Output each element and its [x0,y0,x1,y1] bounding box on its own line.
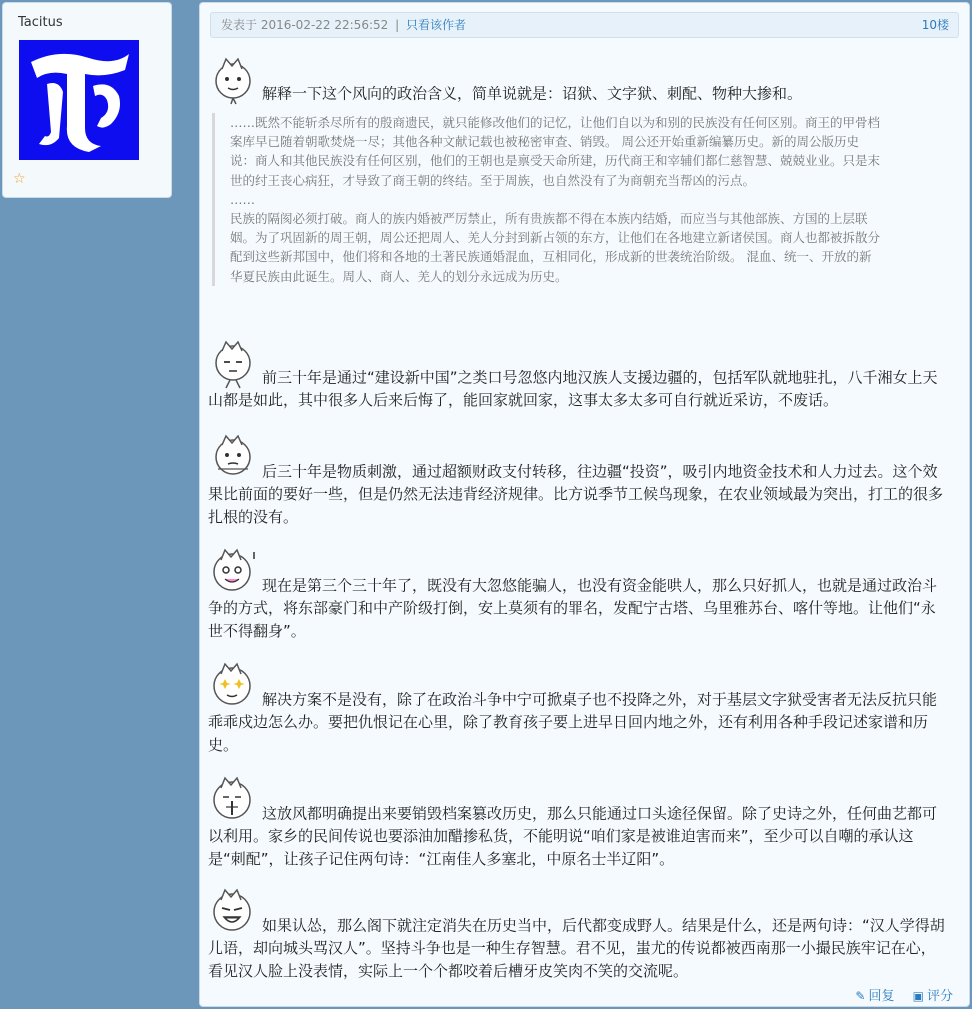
quote-line: 案库早已随着朝歌焚烧一尽；其他各种文献记载也被秘密审查、销毁。 周公还开始重新编纂历史。新的周公版历史 [230,134,859,150]
post-actions [841,985,953,1004]
post-paragraph [208,547,950,642]
quote-line: ……既然不能斩杀尽所有的殷商遗民，就只能修改他们的记忆，让他们自以为和别的民族没有任何区别。商王的甲骨档 [230,115,881,130]
paragraph-text: 解决方案不是没有，除了在政治斗争中宁可掀桌子也不投降之外，对于基层文字狱受害者无法反抗只能乖乖戍边怎么办。要把仇恨记在心里，除了教育孩子要上进早日回内地之外，还有利用各种手段记述家谱和历史。 [208,690,938,754]
reply-button[interactable] [855,989,894,1004]
intro-text: 解释一下这个风向的政治含义，简单说就是：诏狱、文字狱、刺配、物种大掺和。 [262,84,803,103]
paragraph-text: 这放风都明确提出来要销毁档案篡改历史，那么只能通过口头途径保留。除了史诗之外，任何曲艺都可以利用。家乡的民间传说也要添油加醋掺私货，不能明说“咱们家是被谁迫害而来”，至少可以自嘲的承认这是“刺配”，让孩子记住两句诗：“江南佳人多塞北，中原名士半辽阳”。 [208,804,938,868]
only-author-link[interactable]: 只看该作者 [405,18,466,32]
quote-line: 姻。为了巩固新的周王朝，周公还把周人、羌人分封到新占领的东方，让他们在各地建立新诸侯国。商人也都被拆散分 [230,230,881,246]
post-paragraph [208,661,950,756]
camera-icon: ▣ [912,989,924,1003]
cat-emoticon-icon [208,661,258,711]
cat-emoticon-icon [208,775,258,825]
paragraph-text: 现在是第三个三十年了，既没有大忽悠能骗人，也没有资金能哄人，那么只好抓人，也就是通过政治斗争的方式，将东部豪门和中产阶级打倒，安上莫须有的罪名，发配宁古塔、乌里雅苏台、喀什等地。让他们“永世不得翻身”。 [208,576,938,640]
quote-line: 说：商人和其他民族没有任何区别，他们的王朝也是禀受天命所建，历代商王和宰辅们都仁慈智慧、兢兢业业。只是末 [230,153,881,169]
quote-block [212,113,957,286]
paragraph-text: 如果认怂，那么阁下就注定消失在历史当中，后代都变成野人。结果是什么，还是两句诗：“汉人学得胡儿语，却向城头骂汉人”。坚持斗争也是一种生存智慧。君不见，蚩尤的传说都被西南那一小撮民族牢记在心，看见汉人脸上没表情，实际上一个个都咬着后槽牙皮笑肉不笑的交流呢。 [208,916,945,980]
post-paragraph [208,433,950,528]
paragraph-text: 前三十年是通过“建设新中国”之类口号忽悠内地汉族人支援边疆的，包括军队就地驻扎，八千湘女上天山都是如此，其中很多人后来后悔了，能回家就回家，这事太多太多可自行就近采访，不废话。 [208,368,938,409]
post-paragraph [208,775,950,870]
quote-line: 华夏民族由此诞生。周人、商人、羌人的划分永远成为历史。 [230,268,568,284]
star-outline-icon: ☆ [13,171,26,187]
post-panel [199,2,970,1007]
quote-line: 配到这些新邦国中，他们将和各地的土著民族通婚混血，互相同化，形成新的世袭统治阶级。 混血、统一、开放的新 [230,249,872,265]
avatar[interactable] [19,40,139,160]
quote-line: 民族的隔阂必须打破。商人的族内婚被严厉禁止，所有贵族都不得在本族内结婚，而应当与其他部族、方国的上层联 [230,211,868,227]
rate-label: 评分 [926,989,953,1004]
user-card [2,2,172,198]
avatar-monogram-icon [19,40,139,160]
cat-emoticon-icon [208,887,258,937]
cat-emoticon-icon [208,339,258,389]
rate-button[interactable] [913,989,953,1004]
post-intro [208,55,950,105]
reply-label: 回复 [868,989,895,1004]
post-header [210,12,959,38]
header-separator: | [395,18,400,32]
quote-line: …… [230,191,255,207]
username[interactable]: Tacitus [18,15,63,30]
cat-emoticon-icon [208,55,258,105]
cat-emoticon-icon [208,547,258,597]
cat-emoticon-icon [208,433,258,483]
post-paragraph [208,339,950,412]
quote-line: 世的纣王丧心病狂，才导致了商王朝的终结。至于周族，也自然没有了为商朝充当帮凶的污点。 [230,172,756,188]
post-timestamp: 发表于 2016-02-22 22:56:52 [221,18,389,32]
floor-number-link[interactable]: 10楼 [921,18,949,32]
post-paragraph [208,887,950,982]
paragraph-text: 后三十年是物质刺激，通过超额财政支付转移，往边疆“投资”，吸引内地资金技术和人力过去。这个效果比前面的要好一些，但是仍然无法违背经济规律。比方说季节工候鸟现象，在农业领域最为突出，打工的很多扎根的没有。 [208,462,944,526]
pencil-icon: ✎ [855,989,866,1003]
